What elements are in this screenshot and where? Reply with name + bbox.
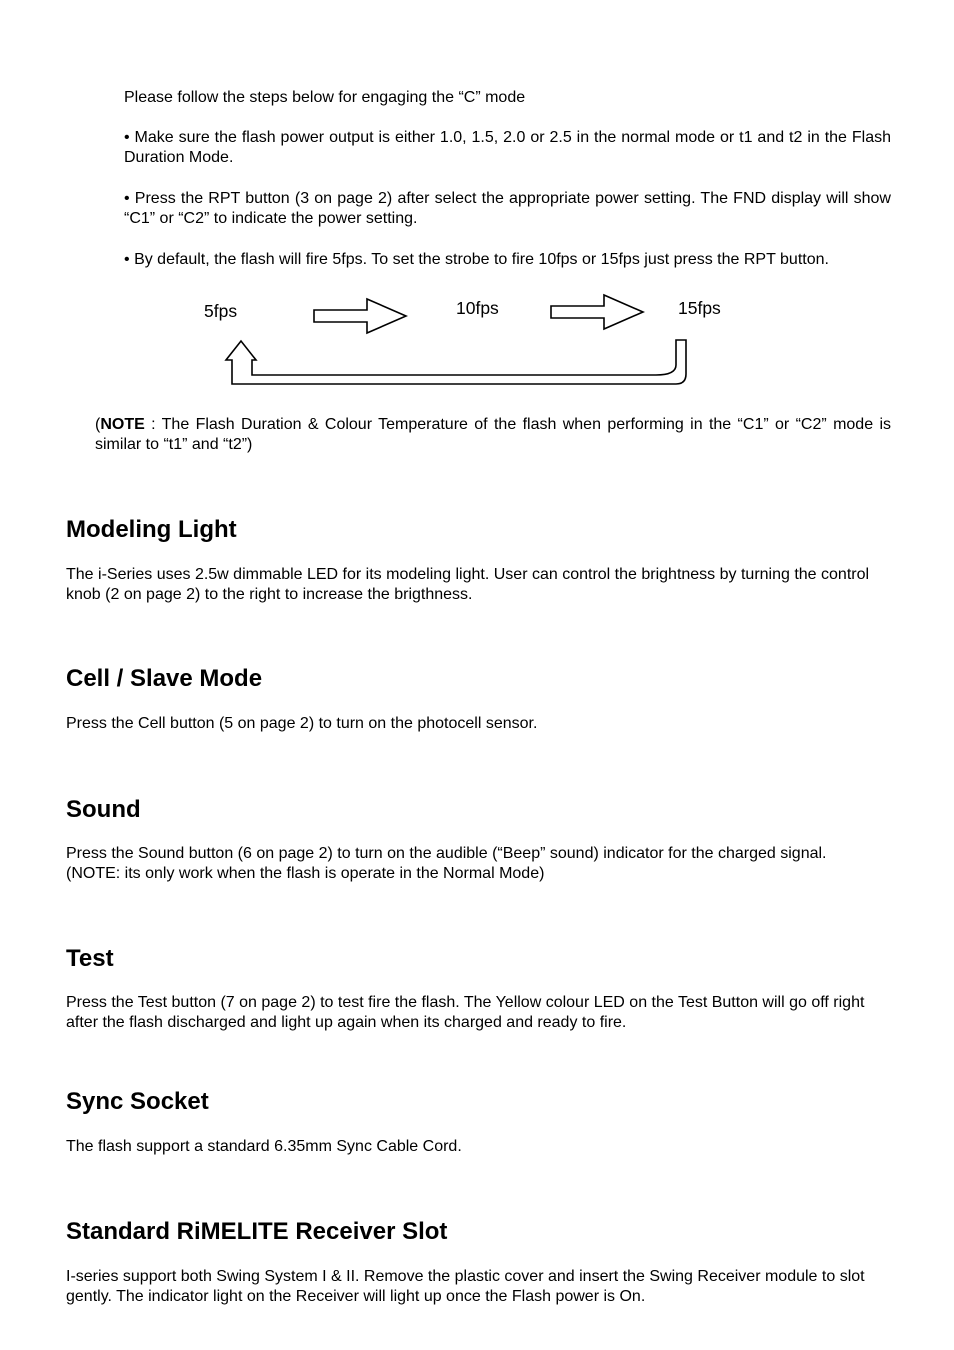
flow-label-15fps: 15fps [678, 298, 721, 318]
note-label: NOTE [100, 416, 145, 433]
flow-label-10fps: 10fps [456, 298, 499, 318]
section-body-test: Press the Test button (7 on page 2) to test fire the flash. The Yellow colour LED on the Test Button will go off right after the flash discharged and light up again when its charged and ready to fire. [66, 994, 865, 1031]
section-body-cell-slave-mode: Press the Cell button (5 on page 2) to turn on the photocell sensor. [66, 715, 538, 732]
note-open: ( [95, 416, 101, 433]
flow-label-5fps: 5fps [204, 301, 238, 321]
section-body-sync-socket: The flash support a standard 6.35mm Sync Cable Cord. [66, 1138, 462, 1155]
fps-cycle-diagram [0, 280, 954, 400]
section-heading-test: Test [66, 945, 114, 972]
bullet-item [124, 189, 891, 228]
bullet-mark: • [124, 129, 130, 146]
section-body-modeling-light: The i-Series uses 2.5w dimmable LED for its modeling light. User can control the brightness by turning the control knob (2 on page 2) to the right to increase the brigthness. [66, 566, 870, 603]
section-heading-sound: Sound [66, 796, 141, 823]
intro-text: Please follow the steps below for engaging the “C” mode [124, 89, 526, 106]
note-text [95, 415, 891, 454]
bullet-text: By default, the flash will fire 5fps. To set the strobe to fire 10fps or 15fps just press the RPT button. [134, 251, 829, 268]
section-heading-cell-slave-mode: Cell / Slave Mode [66, 665, 263, 692]
bullet-mark: • [124, 190, 130, 207]
section-heading-sync-socket: Sync Socket [66, 1088, 209, 1115]
bullet-text: Make sure the flash power output is either 1.0, 1.5, 2.0 or 2.5 in the normal mode or t1 and t2 in the Flash Duration Mode. [124, 129, 891, 166]
section-heading-receiver-slot: Standard RiMELITE Receiver Slot [66, 1218, 448, 1245]
section-body-receiver-slot: I-series support both Swing System I & II. Remove the plastic cover and insert the Swing Receiver module to slot gently. The indicator light on the Receiver will light up once the Flash power is On. [66, 1268, 865, 1305]
return-arrow-icon [226, 340, 686, 384]
note-body: : The Flash Duration & Colour Temperature of the flash when performing in the “C1” or “C2” mode is similar to “t1” and “t2”) [95, 416, 891, 453]
bullet-item [124, 128, 891, 167]
section-heading-modeling-light: Modeling Light [66, 516, 237, 543]
arrow-right-icon [314, 299, 406, 333]
arrow-right-icon [551, 295, 643, 329]
bullet-text: Press the RPT button (3 on page 2) after select the appropriate power setting. The FND display will show “C1” or “C2” to indicate the power setting. [124, 190, 891, 227]
bullet-mark: • [124, 251, 130, 268]
bullet-item [124, 250, 904, 270]
section-body-sound: Press the Sound button (6 on page 2) to turn on the audible (“Beep” sound) indicator for the charged signal. (NOTE: its only work when the flash is operate in the Normal Mode) [66, 845, 827, 882]
